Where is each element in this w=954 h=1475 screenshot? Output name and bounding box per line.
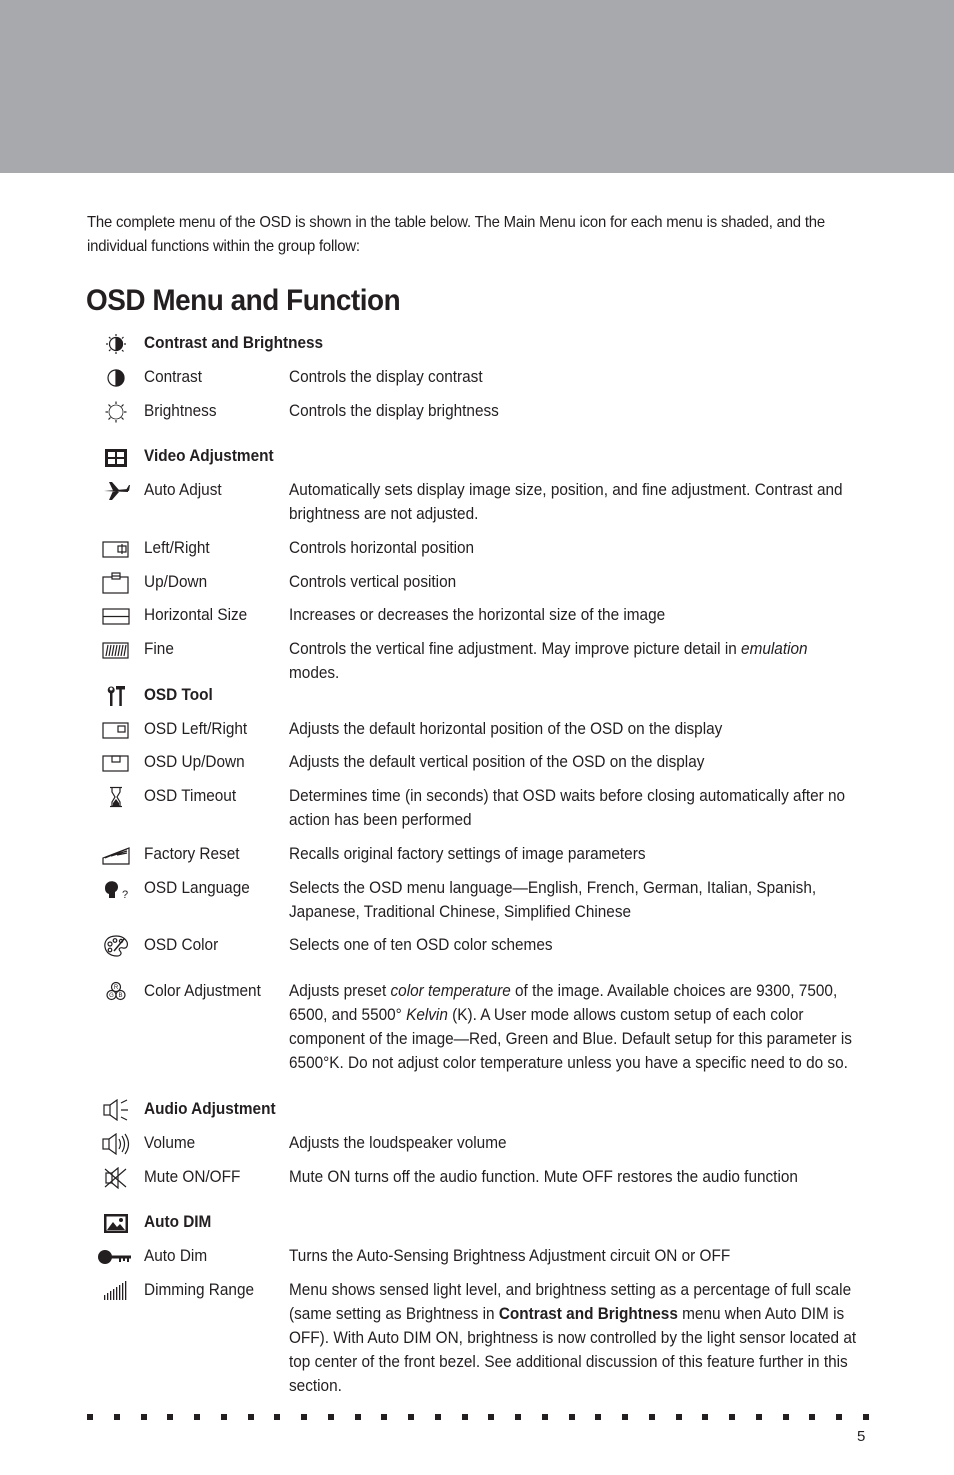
intro-paragraph: The complete menu of the OSD is shown in the table below. The Main Menu icon for each menu is shaded, and the individual functions within the group follow: [87,214,825,255]
function-description: Selects one of ten OSD color schemes [289,936,553,954]
rule-dot [435,1414,441,1420]
dotted-rule [87,1414,869,1422]
function-description: Increases or decreases the horizontal size of the image [289,606,666,624]
group-title: Video Adjustment [144,447,274,465]
auto-dim-group-icon [101,1212,131,1234]
fine-icon [101,639,131,661]
function-description: Controls the display brightness [289,402,499,420]
function-name: Fine [144,640,174,658]
function-description: Automatically sets display image size, position, and fine adjustment. Contrast and brightness are not adjusted. [289,481,843,523]
volume-icon [101,1133,131,1155]
rule-dot [87,1414,93,1420]
rule-dot [381,1414,387,1420]
function-name: OSD Color [144,936,219,954]
function-description: Controls vertical position [289,573,457,591]
left-right-icon [101,538,131,560]
function-description: Adjusts the default horizontal position of the OSD on the display [289,720,723,738]
function-name: Dimming Range [144,1281,255,1299]
rule-dot [328,1414,334,1420]
osd-timeout-icon [101,786,131,808]
osd-up-down-icon [101,752,131,774]
function-name: Contrast [144,368,202,386]
mute-icon [101,1167,131,1189]
function-description: Controls the vertical fine adjustment. May improve picture detail in emulation modes. [289,640,808,682]
rule-dot [301,1414,307,1420]
up-down-icon [101,572,131,594]
function-description: Adjusts the default vertical position of the OSD on the display [289,753,705,771]
rule-dot [676,1414,682,1420]
function-description: Adjusts preset color temperature of the image. Available choices are 9300, 7500, 6500, and 5500° Kelvin (K). A User mode allows custom setup of each color component of the image—Red, Green and Blue. Default setup for this parameter is 6500°K. Do not adjust color temperature unless you have a specific need to do so. [289,982,852,1072]
group-title: OSD Tool [144,686,213,704]
page-title: OSD Menu and Function [86,284,401,317]
function-name: OSD Up/Down [144,753,245,771]
horizontal-size-icon [101,605,131,627]
rule-dot [836,1414,842,1420]
contrast-brightness-group-icon [101,333,131,355]
rule-dot [863,1414,869,1420]
header-band [0,0,954,173]
rule-dot [194,1414,200,1420]
rule-dot [141,1414,147,1420]
function-description: Adjusts the loudspeaker volume [289,1134,507,1152]
rule-dot [114,1414,120,1420]
audio-adjustment-icon [101,1099,131,1121]
osd-language-icon [101,878,131,900]
rule-dot [221,1414,227,1420]
video-adjustment-icon [101,446,131,468]
auto-adjust-icon [101,480,131,502]
function-name: Volume [144,1134,196,1152]
color-adjustment-icon [101,981,131,1003]
rule-dot [355,1414,361,1420]
factory-reset-icon [101,844,131,866]
group-title: Auto DIM [144,1213,212,1231]
brightness-icon [101,401,131,423]
rule-dot [408,1414,414,1420]
rule-dot [809,1414,815,1420]
function-description: Selects the OSD menu language—English, French, German, Italian, Spanish, Japanese, Traditional Chinese, Simplified Chinese [289,879,817,921]
rule-dot [515,1414,521,1420]
rule-dot [729,1414,735,1420]
function-description: Controls the display contrast [289,368,483,386]
contrast-icon [101,367,131,389]
function-name: Mute ON/OFF [144,1168,241,1186]
rule-dot [595,1414,601,1420]
function-description: Turns the Auto-Sensing Brightness Adjustment circuit ON or OFF [289,1247,731,1265]
group-title: Audio Adjustment [144,1100,276,1118]
svg-text:?: ? [122,889,129,900]
function-name: Brightness [144,402,217,420]
function-name: Up/Down [144,573,208,591]
rule-dot [756,1414,762,1420]
rule-dot [569,1414,575,1420]
rule-dot [649,1414,655,1420]
dimming-range-icon [101,1280,131,1302]
function-name: OSD Left/Right [144,720,248,738]
rule-dot [462,1414,468,1420]
function-description: Mute ON turns off the audio function. Mute OFF restores the audio function [289,1168,798,1186]
osd-color-icon [101,935,131,957]
svg-text:R: R [113,985,119,991]
function-name: Auto Dim [144,1247,208,1265]
function-name: Left/Right [144,539,210,557]
rule-dot [248,1414,254,1420]
function-name: OSD Timeout [144,787,237,805]
function-name: Horizontal Size [144,606,248,624]
svg-text:B: B [118,993,123,999]
auto-dim-icon [101,1246,131,1268]
rule-dot [167,1414,173,1420]
svg-text:G: G [109,993,114,999]
rule-dot [274,1414,280,1420]
function-description: Determines time (in seconds) that OSD waits before closing automatically after no action has been performed [289,787,846,829]
rule-dot [702,1414,708,1420]
page-number: 5 [857,1428,866,1445]
rule-dot [542,1414,548,1420]
function-description: Recalls original factory settings of image parameters [289,845,646,863]
function-description: Controls horizontal position [289,539,475,557]
rule-dot [622,1414,628,1420]
rule-dot [783,1414,789,1420]
function-name: Auto Adjust [144,481,222,499]
osd-tool-icon [101,685,131,707]
group-title: Contrast and Brightness [144,334,324,352]
osd-left-right-icon [101,719,131,741]
function-description: Menu shows sensed light level, and brightness setting as a percentage of full scale (same setting as Brightness in Contrast and Brightness menu when Auto DIM is OFF). With Auto DIM ON, brightness is now controlled by the light sensor located at top center of the front bezel. See additional discussion of this feature further in this section. [289,1281,857,1395]
function-name: OSD Language [144,879,250,897]
rule-dot [488,1414,494,1420]
function-name: Factory Reset [144,845,240,863]
function-name: Color Adjustment [144,982,261,1000]
